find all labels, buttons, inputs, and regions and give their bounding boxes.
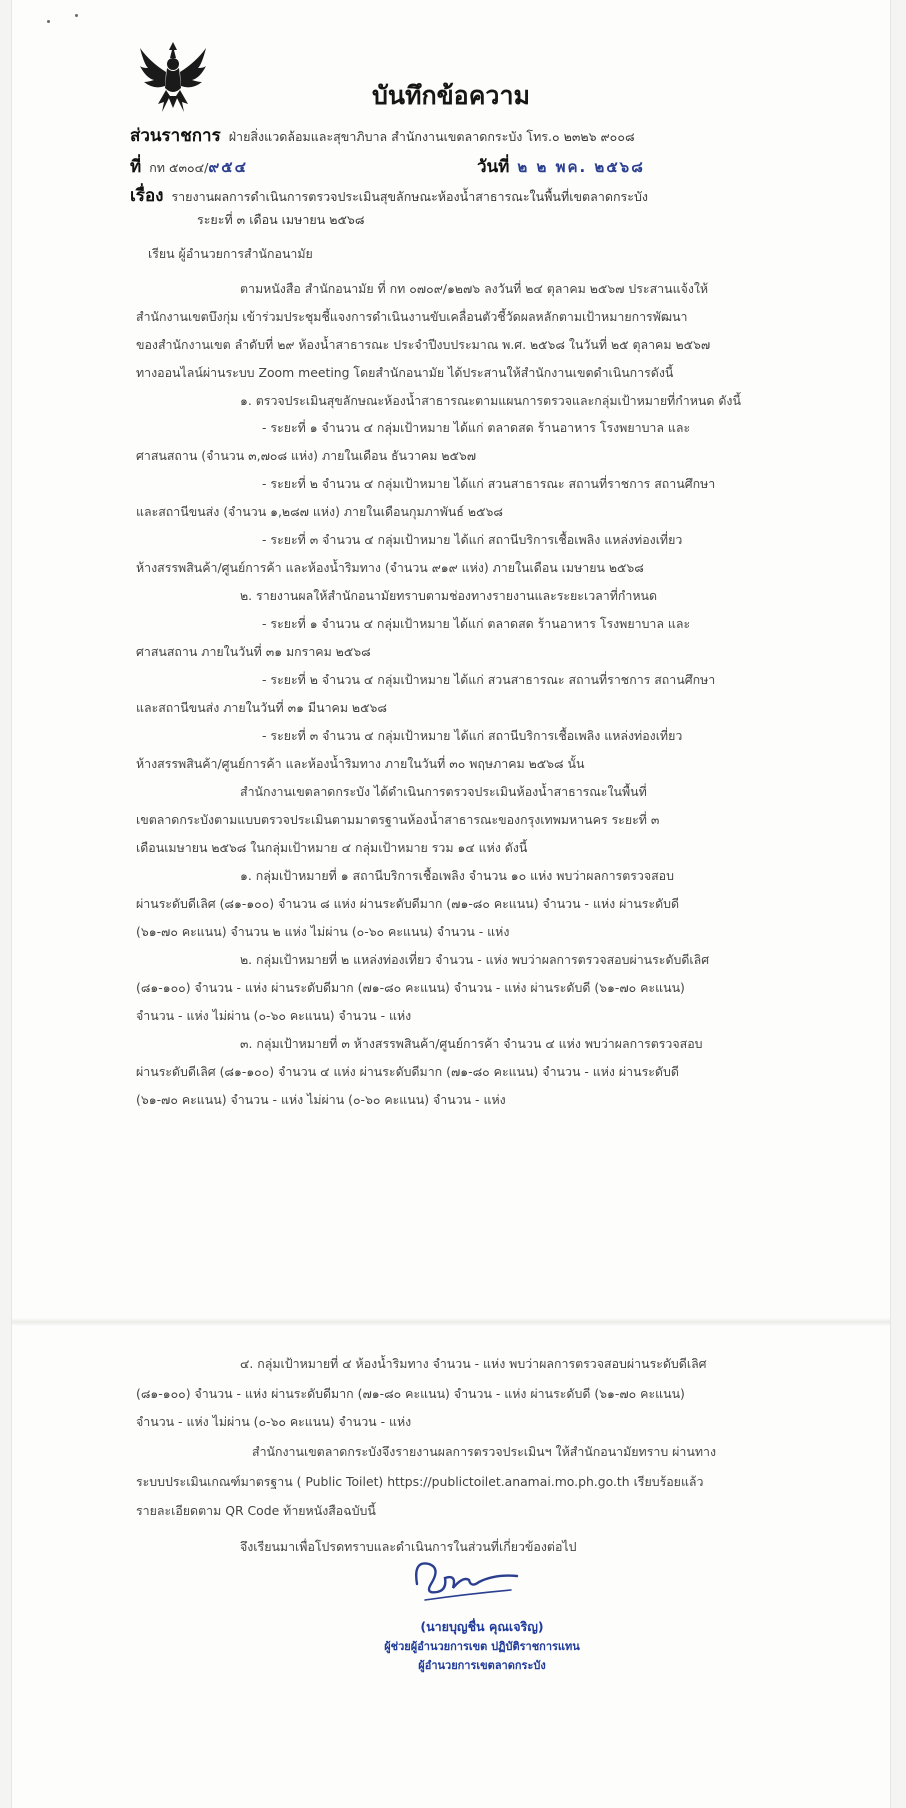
signer-title-2: ผู้อำนวยการเขตลาดกระบัง [418,1659,546,1672]
body-line: ๑. กลุ่มเป้าหมายที่ ๑ สถานีบริการเชื้อเพลิง จำนวน ๑๐ แห่ง พบว่าผลการตรวจสอบ [240,868,674,883]
page2-line: ระบบประเมินเกณฑ์มาตรฐาน ( Public Toilet) https://publictoilet.anamai.mo.ph.go.th เรียบร้อยแล้ว [136,1474,704,1489]
scan-speck [47,20,50,23]
page2-line: รายละเอียดตาม QR Code ท้ายหนังสือฉบับนี้ [136,1503,376,1518]
page2-line: จึงเรียนมาเพื่อโปรดทราบและดำเนินการในส่วนที่เกี่ยวข้องต่อไป [240,1539,577,1554]
body-line: - ระยะที่ ๓ จำนวน ๔ กลุ่มเป้าหมาย ได้แก่ สถานีบริการเชื้อเพลิง แหล่งท่องเที่ยว [262,728,683,743]
reference-label: ที่ [130,157,142,177]
body-line: - ระยะที่ ๓ จำนวน ๔ กลุ่มเป้าหมาย ได้แก่ สถานีบริการเชื้อเพลิง แหล่งท่องเที่ยว [262,532,683,547]
body-line: ศาสนสถาน (จำนวน ๓,๗๐๘ แห่ง) ภายในเดือน ธันวาคม ๒๕๖๗ [136,448,477,463]
body-line: สำนักงานเขตบึงกุ่ม เข้าร่วมประชุมชี้แจงการดำเนินงานขับเคลื่อนตัวชี้วัดผลหลักตามเป้าหมายการพัฒนา [136,309,688,324]
body-line: ทางออนไลน์ผ่านระบบ Zoom meeting โดยสำนักอนามัย ได้ประสานให้สำนักงานเขตดำเนินการดังนี้ [136,365,674,380]
body-line: ตามหนังสือ สำนักอนามัย ที่ กท ๐๗๐๙/๑๒๗๖ ลงวันที่ ๒๔ ตุลาคม ๒๕๖๗ ประสานแจ้งให้ [240,281,709,296]
page2-line: จำนวน - แห่ง ไม่ผ่าน (๐-๖๐ คะแนน) จำนวน - แห่ง [136,1414,412,1429]
body-line: ผ่านระดับดีเลิศ (๘๑-๑๐๐) จำนวน ๔ แห่ง ผ่านระดับดีมาก (๗๑-๘๐ คะแนน) จำนวน - แห่ง ผ่านระดับดี [136,1064,679,1079]
subject-label: เรื่อง [130,186,164,206]
body-line: ผ่านระดับดีเลิศ (๘๑-๑๐๐) จำนวน ๘ แห่ง ผ่านระดับดีมาก (๗๑-๘๐ คะแนน) จำนวน - แห่ง ผ่านระดับดี [136,896,680,911]
reference-handwritten-number: ๙๕๔ [208,158,249,176]
subject-row [130,182,648,209]
page2-line: สำนักงานเขตลาดกระบังจึงรายงานผลการตรวจประเมินฯ ให้สำนักอนามัยทราบ ผ่านทาง [252,1444,716,1459]
agency-row [130,122,635,149]
handwritten-signature [407,1550,527,1612]
body-line: ๒. รายงานผลให้สำนักอนามัยทราบตามช่องทางรายงานและระยะเวลาที่กำหนด [240,588,658,603]
body-line: สำนักงานเขตลาดกระบัง ได้ดำเนินการตรวจประเมินห้องน้ำสาธารณะในพื้นที่ [240,784,647,799]
body-line: ๓. กลุ่มเป้าหมายที่ ๓ ห้างสรรพสินค้า/ศูนย์การค้า จำนวน ๔ แห่ง พบว่าผลการตรวจสอบ [240,1036,703,1051]
body-line: จำนวน - แห่ง ไม่ผ่าน (๐-๖๐ คะแนน) จำนวน - แห่ง [136,1008,412,1023]
body-line: ห้างสรรพสินค้า/ศูนย์การค้า และห้องน้ำริมทาง (จำนวน ๙๑๙ แห่ง) ภายในเดือน เมษายน ๒๕๖๘ [136,560,644,575]
date-handwritten: ๒ ๒ พค. ๒๕๖๘ [517,158,645,176]
scan-speck [75,14,78,17]
body-line: ๒. กลุ่มเป้าหมายที่ ๒ แหล่งท่องเที่ยว จำนวน - แห่ง พบว่าผลการตรวจสอบผ่านระดับดีเลิศ [240,952,710,967]
page2-line: (๘๑-๑๐๐) จำนวน - แห่ง ผ่านระดับดีมาก (๗๑-๘๐ คะแนน) จำนวน - แห่ง ผ่านระดับดี (๖๑-๗๐ คะแนน) [136,1386,685,1401]
salutation: เรียน ผู้อำนวยการสำนักอนามัย [148,246,313,261]
body-line: (๖๑-๗๐ คะแนน) จำนวน ๒ แห่ง ไม่ผ่าน (๐-๖๐ คะแนน) จำนวน - แห่ง [136,924,510,939]
body-line: ศาสนสถาน ภายในวันที่ ๓๑ มกราคม ๒๕๖๘ [136,644,371,659]
reference-value: กท ๕๓๐๔/ [149,160,209,175]
body-line: เขตลาดกระบังตามแบบตรวจประเมินตามมาตรฐานห้องน้ำสาธารณะของกรุงเทพมหานคร ระยะที่ ๓ [136,812,660,827]
subject-line-2: ระยะที่ ๓ เดือน เมษายน ๒๕๖๘ [197,212,365,227]
body-line: - ระยะที่ ๒ จำนวน ๔ กลุ่มเป้าหมาย ได้แก่ สวนสาธารณะ สถานที่ราชการ สถานศึกษา [262,672,716,687]
date-label: วันที่ [477,157,510,177]
body-line: ห้างสรรพสินค้า/ศูนย์การค้า และห้องน้ำริมทาง ภายในวันที่ ๓๐ พฤษภาคม ๒๕๖๘ นั้น [136,756,585,771]
body-line: - ระยะที่ ๑ จำนวน ๔ กลุ่มเป้าหมาย ได้แก่ ตลาดสด ร้านอาหาร โรงพยาบาล และ [262,616,691,631]
agency-label: ส่วนราชการ [130,126,221,146]
subject-line-1: รายงานผลการดำเนินการตรวจประเมินสุขลักษณะห้องน้ำสาธารณะในพื้นที่เขตลาดกระบัง [171,189,648,204]
body-line: (๘๑-๑๐๐) จำนวน - แห่ง ผ่านระดับดีมาก (๗๑-๘๐ คะแนน) จำนวน - แห่ง ผ่านระดับดี (๖๑-๗๐ คะแนน) [136,980,685,995]
signer-title-1: ผู้ช่วยผู้อำนวยการเขต ปฏิบัติราชการแทน [384,1640,580,1653]
date-row [477,153,645,180]
body-line: เดือนเมษายน ๒๕๖๘ ในกลุ่มเป้าหมาย ๔ กลุ่มเป้าหมาย รวม ๑๔ แห่ง ดังนี้ [136,840,528,855]
body-line: - ระยะที่ ๑ จำนวน ๔ กลุ่มเป้าหมาย ได้แก่ ตลาดสด ร้านอาหาร โรงพยาบาล และ [262,420,691,435]
agency-value: ฝ่ายสิ่งแวดล้อมและสุขาภิบาล สำนักงานเขตลาดกระบัง โทร.๐ ๒๓๒๖ ๙๐๐๘ [228,129,635,144]
page-fold-divider [12,1318,890,1326]
memo-page [12,0,890,1808]
page2-line: ๔. กลุ่มเป้าหมายที่ ๔ ห้องน้ำริมทาง จำนวน - แห่ง พบว่าผลการตรวจสอบผ่านระดับดีเลิศ [240,1356,707,1371]
body-line: - ระยะที่ ๒ จำนวน ๔ กลุ่มเป้าหมาย ได้แก่ สวนสาธารณะ สถานที่ราชการ สถานศึกษา [262,476,716,491]
signer-name: (นายบุญชื่น คุณเจริญ) [420,1619,544,1634]
body-line: (๖๑-๗๐ คะแนน) จำนวน - แห่ง ไม่ผ่าน (๐-๖๐ คะแนน) จำนวน - แห่ง [136,1092,506,1107]
body-line: ๑. ตรวจประเมินสุขลักษณะห้องน้ำสาธารณะตามแผนการตรวจและกลุ่มเป้าหมายที่กำหนด ดังนี้ [240,393,741,408]
body-line: ของสำนักงานเขต ลำดับที่ ๒๙ ห้องน้ำสาธารณะ ประจำปีงบประมาณ พ.ศ. ๒๕๖๘ ในวันที่ ๒๕ ตุลาคม ๒๕๖๗ [136,337,711,352]
reference-row [130,153,248,180]
body-line: และสถานีขนส่ง ภายในวันที่ ๓๑ มีนาคม ๒๕๖๘ [136,700,387,715]
memo-title: บันทึกข้อความ [372,81,530,110]
body-line: และสถานีขนส่ง (จำนวน ๑,๒๘๗ แห่ง) ภายในเดือนกุมภาพันธ์ ๒๕๖๘ [136,504,503,519]
